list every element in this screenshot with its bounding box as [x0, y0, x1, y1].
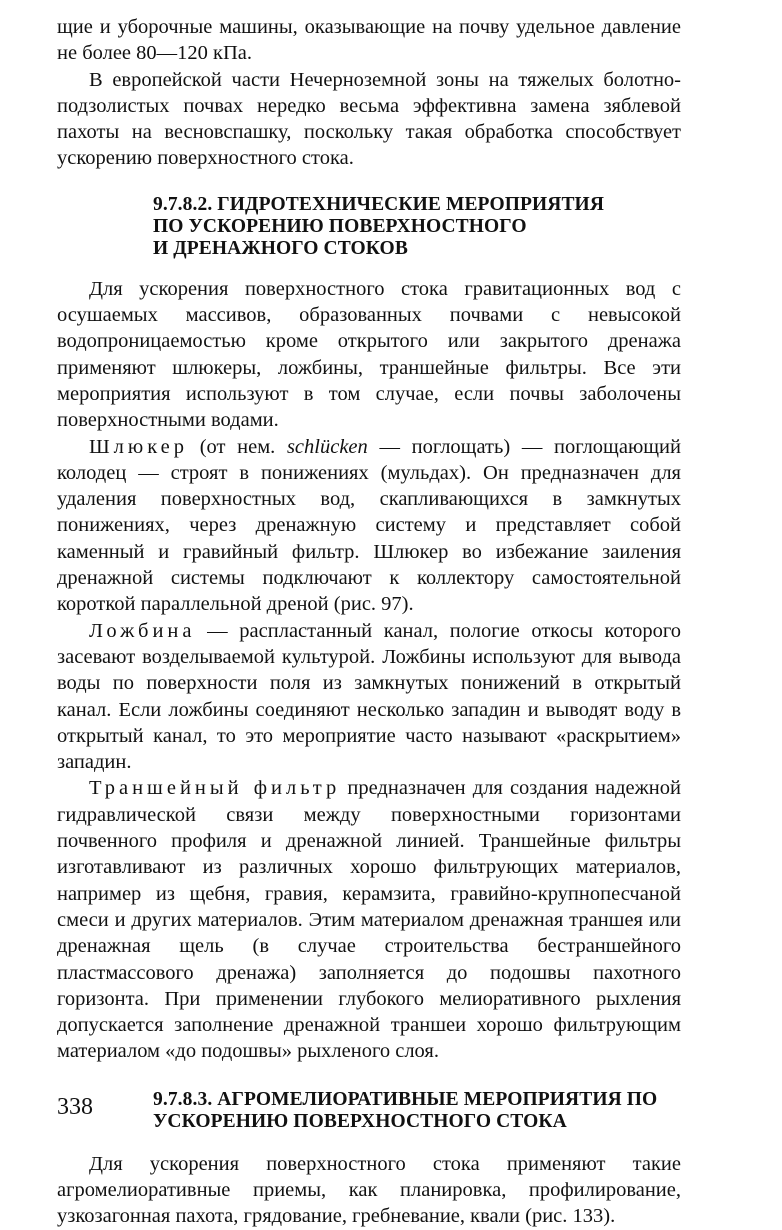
term-shlyuker: Шлюкер [89, 435, 189, 458]
heading-line: ПО УСКОРЕНИЮ ПОВЕРХНОСТНОГО [153, 215, 527, 237]
paragraph-trench-filter [57, 775, 681, 1064]
term-lozhbina: Ложбина [89, 619, 196, 642]
text-run: предназначен для создания надежной гидравлической связи между поверхностными горизонтами почвенного профиля и дренажной линией. Траншейные фильтры изготавливают из различных хорошо фильтрующих материалов, например из щебня, гравия, керамзита, гравийно-крупнопесчаной смеси и других материалов. Этим материалом дренажная траншея или дренажная щель (в случае строительства бестраншейного пластмассового дренажа) заполняется до подошвы пахотного горизонта. При применении глубокого мелиоративного рыхления допускается заполнение дренажной траншеи хорошо фильтрующим материалом «до подошвы» рыхленого слоя. [57, 777, 681, 1063]
term-trench-filter: Траншейный фильтр [89, 777, 341, 800]
paragraph-european-zone: В европейской части Нечерноземной зоны на тяжелых болотно-подзолистых почвах нередко весьма эффективна замена зяблевой пахоты на весновспашку, поскольку такая обработка способствует ускорению поверхностного стока. [57, 68, 681, 170]
heading-line: УСКОРЕНИЮ ПОВЕРХНОСТНОГО СТОКА [153, 1110, 567, 1132]
section-heading-9-7-8-2 [57, 194, 681, 260]
foreign-word: schlücken [286, 435, 368, 458]
page-number: 338 [57, 1094, 93, 1120]
heading-line: 9.7.8.2. ГИДРОТЕХНИЧЕСКИЕ МЕРОПРИЯТИЯ [153, 193, 605, 215]
page-body [57, 14, 681, 1230]
paragraph-hydrotechnical-intro: Для ускорения поверхностного стока гравитационных вод с осушаемых массивов, образованных почвами с невысокой водопроницаемостью кроме открытого или закрытого дренажа применяют шлюкеры, ложбины, траншейные фильтры. Все эти мероприятия используют в том случае, если почвы заболочены поверхностными водами. [57, 277, 681, 432]
heading-line: И ДРЕНАЖНОГО СТОКОВ [153, 237, 408, 259]
text-run: — поглощать) — поглощающий колодец — строят в понижениях (мульдах). Он предназначен для удаления поверхностных вод, скапливающихся в замкнутых понижениях, через дренажную систему и представляет собой каменный и гравийный фильтр. Шлюкер во избежание заиления дренажной системы подключают к коллектору самостоятельной короткой параллельной дреной (рис. 97). [57, 435, 681, 616]
paragraph-shlyuker [57, 434, 681, 618]
text-run: (от нем. [188, 435, 287, 458]
paragraph-continuation: щие и уборочные машины, оказывающие на почву удельное давление не более 80—120 кПа. [57, 16, 681, 65]
paragraph-agromeliorative: Для ускорения поверхностного стока применяют такие агромелиоративные приемы, как планировка, профилирование, узкозагонная пахота, грядование, гребневание, квали (рис. 133). [57, 1152, 681, 1228]
paragraph-lozhbina [57, 618, 681, 776]
heading-line: 9.7.8.3. АГРОМЕЛИОРАТИВНЫЕ МЕРОПРИЯТИЯ ПО [153, 1088, 658, 1110]
text-run: — распластанный канал, пологие откосы которого засевают возделываемой культурой. Ложбины используют для вывода воды по поверхности поля из замкнутых понижений в открытый канал. Если ложбины соединяют несколько западин и выводят воду в открытый канал, то это мероприятие часто называют «раскрытием» западин. [57, 619, 681, 774]
section-heading-9-7-8-3 [57, 1089, 681, 1133]
